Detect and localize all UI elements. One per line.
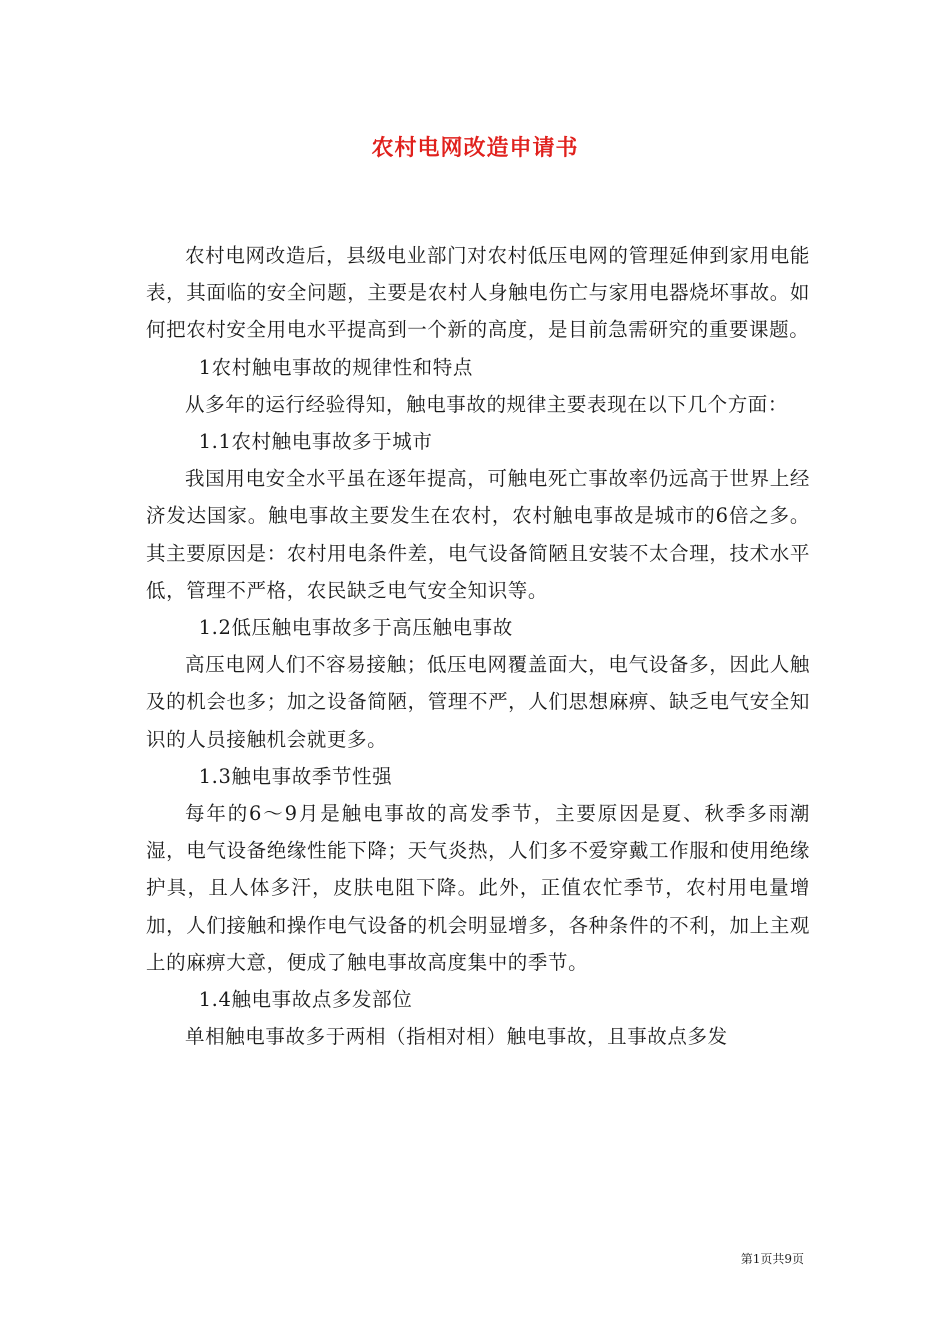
paragraph: 高压电网人们不容易接触；低压电网覆盖面大，电气设备多，因此人触及的机会也多；加之设备简陋，管理不严，人们思想麻痹、缺乏电气安全知识的人员接触机会就更多。 [146, 653, 810, 751]
paragraph: 每年的6～9月是触电事故的高发季节，主要原因是夏、秋季多雨潮湿，电气设备绝缘性能下降；天气炎热，人们多不爱穿戴工作服和使用绝缘护具，且人体多汗，皮肤电阻下降。此外，正值农忙季节，农村用电量增加，人们接触和操作电气设备的机会明显增多，各种条件的不利，加上主观上的麻痹大意，便成了触电事故高度集中的季节。 [146, 802, 810, 974]
document-title: 农村电网改造申请书 [371, 135, 579, 161]
document-body [146, 237, 810, 1055]
section-heading: 1农村触电事故的规律性和特点 [198, 355, 473, 379]
page-number: 第1页共9页 [740, 1252, 804, 1266]
section-heading: 1.4触电事故点多发部位 [198, 988, 413, 1012]
paragraph: 从多年的运行经验得知，触电事故的规律主要表现在以下几个方面： [185, 392, 789, 416]
section-heading: 1.2低压触电事故多于高压触电事故 [198, 616, 513, 640]
section-heading: 1.1农村触电事故多于城市 [198, 430, 433, 454]
section-heading: 1.3触电事故季节性强 [198, 764, 393, 788]
paragraph: 单相触电事故多于两相（指相对相）触电事故，且事故点多发 [185, 1025, 728, 1049]
paragraph: 农村电网改造后，县级电业部门对农村低压电网的管理延伸到家用电能表，其面临的安全问题，主要是农村人身触电伤亡与家用电器烧坏事故。如何把农村安全用电水平提高到一个新的高度，是目前急需研究的重要课题。 [146, 244, 810, 342]
paragraph: 我国用电安全水平虽在逐年提高，可触电死亡事故率仍远高于世界上经济发达国家。触电事故主要发生在农村，农村触电事故是城市的6倍之多。其主要原因是：农村用电条件差，电气设备简陋且安装不太合理，技术水平低，管理不严格，农民缺乏电气安全知识等。 [146, 467, 810, 602]
